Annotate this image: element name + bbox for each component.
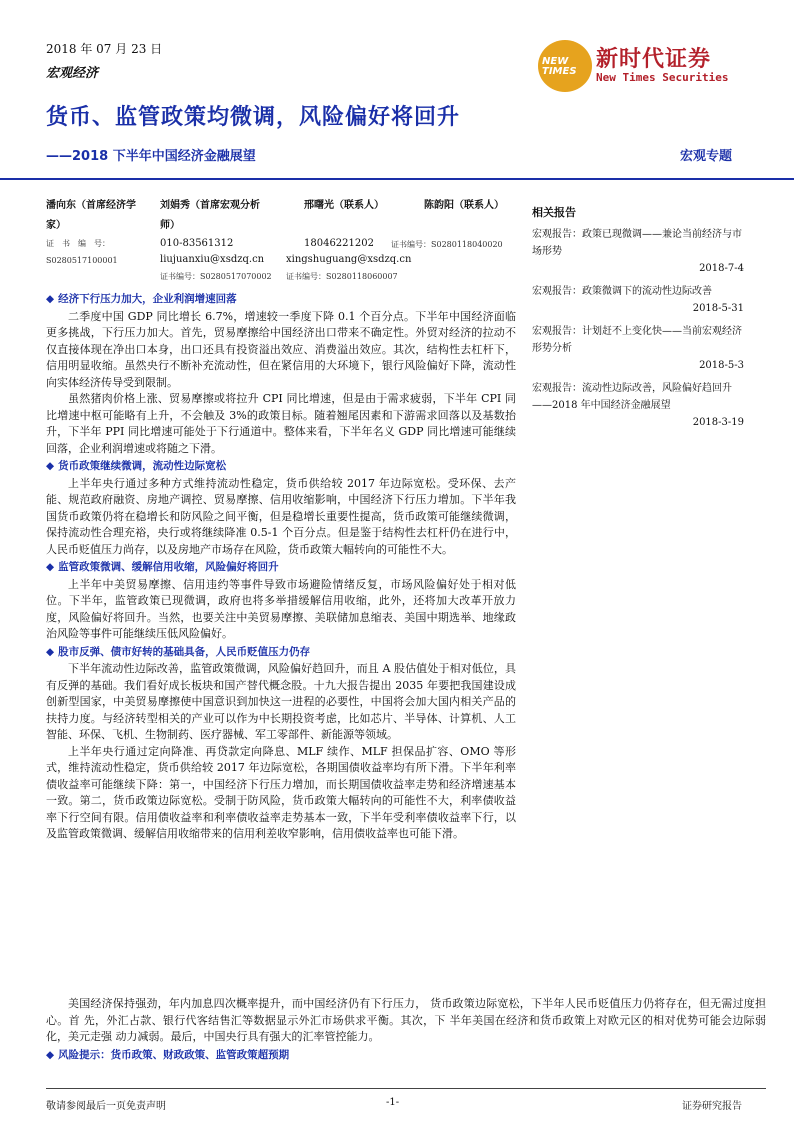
bullet-icon: ◆ (46, 561, 55, 573)
related-date: 2018-5-3 (699, 360, 744, 371)
logo-name-en: New Times Securities (596, 71, 729, 84)
logo-name-cn: 新时代证券 (596, 47, 712, 72)
section-heading: ◆ 经济下行压力加大，企业利润增速回落 (46, 293, 237, 305)
section-heading: ◆ 货币政策继续微调，流动性边际宽松 (46, 460, 227, 472)
related-heading: 相关报告 (532, 206, 576, 219)
bullet-icon: ◆ (46, 293, 55, 305)
section-heading: ◆ 监管政策微调、缓解信用收缩，风险偏好将回升 (46, 561, 279, 573)
page-number: -1- (386, 1097, 400, 1108)
body-paragraph: 下半年流动性边际改善，监管政策微调，风险偏好趋回升，而且 A 股估值处于相对低位，具有反弹的基础。我们看好成长板块和国产替代概念股。十九大报告提出 2035 年要把我国建设成创新型国家，中美贸易摩擦使中国意识到加快这一进程的必要性，中国将会加大国内相关产品的扶持力度。与经济转型相关的产业可以作为中长期投资考虑，比如芯片、半导体、计算机、人工智能、环保、飞机、生物制药、医疗器械、军工零部件、新能源等领域。 (46, 662, 516, 741)
cert-number: 证书编号：S0280118060007 (286, 272, 398, 281)
footer-label: 证券研究报告 (682, 1101, 742, 1112)
footer-disclaimer[interactable]: 敬请参阅最后一页免责声明 (46, 1101, 166, 1112)
related-date: 2018-7-4 (699, 263, 744, 274)
body-paragraph: 二季度中国 GDP 同比增长 6.7%，增速较一季度下降 0.1 个百分点。下半年中国经济面临更多挑战，下行压力加大。首先，贸易摩擦给中国经济出口带来不确定性。外贸对经济的拉动不仅直接体现在净出口本身，出口还具有投资溢出效应、消费溢出效应。其次，结构性去杠杆下，信用明显收缩。虽然央行不断补充流动性，但在紧信用的大环境下，银行风险偏好下降，流动性向实体经济传导受到限制。 (46, 309, 516, 389)
company-logo (538, 40, 758, 92)
bullet-icon: ◆ (46, 645, 55, 658)
cert-number: 证书编号：S0280517070002 (160, 272, 272, 281)
body-paragraph: 上半年央行通过定向降准、再贷款定向降息、MLF 续作、MLF 担保品扩容、OMO 等形式，维持流动性稳定，货币供给较 2017 年边际宽松，各期国债收益率均有所下滑。下半年利率债收益率可能继续下降：第一，中国经济下行压力增加，而长期国债收益率走势和经济增速基本一致。第二，货币政策边际宽松。受制于防风险，货币政策大幅转向的可能性不大，利率债收益率下行空间有限。信用债收益率和利率债收益率走势基本一致，下半年受利率债收益率下行，以及监管政策微调、缓解信用收缩带来的信用利差收窄影响，信用债收益率也可能下滑。 (46, 744, 516, 840)
page-subtitle: ——2018 下半年中国经济金融展望 (46, 149, 256, 164)
cert-number: 证书编号：S0280118040020 (391, 240, 503, 249)
body-paragraph: 虽然猪肉价格上涨、贸易摩擦或将拉升 CPI 同比增速，但是由于需求疲弱，下半年 CPI 同比增速中枢可能略有上升，不会触及 3%的政策目标。随着翘尾因素和下游需求回落以及基数抬升，下半年 PPI 同比增速可能处于下行通道中。整体来看，下半年名义 GDP 同比增速可能继续回落，企业利润增速或将随之下滑。 (46, 392, 516, 455)
section-heading: ◆ 股市反弹、债市好转的基础具备，人民币贬值压力仍存 (46, 645, 311, 658)
header-divider (0, 178, 794, 180)
report-date: 2018 年 07 月 23 日 (46, 42, 163, 56)
related-item[interactable]: 宏观报告：政策已现微调——兼论当前经济与市场形势 (532, 229, 742, 257)
logo-globe-icon: NEW TIMES (538, 40, 592, 92)
author: 陈韵阳（联系人） (424, 200, 504, 211)
risk-warning: ◆ 风险提示：货币政策、财政政策、监管政策超预期 (46, 1048, 290, 1061)
phone: 010-83561312 (160, 238, 234, 249)
author: 潘向东（首席经济学 家） (46, 200, 136, 231)
related-reports (532, 204, 744, 437)
bullet-icon: ◆ (46, 460, 55, 472)
author: 邢曙光（联系人） (304, 200, 384, 211)
related-date: 2018-5-31 (692, 303, 744, 314)
body-paragraph: 上半年中美贸易摩擦、信用违约等事件导致市场避险情绪反复，市场风险偏好处于相对低位。下半年，监管政策已现微调，政府也将多举措缓解信用收缩，此外，还将加大改革开放力度，风险偏好将回升。当然，也要关注中美贸易摩擦、美联储加息缩表、美国中期选举、地缘政治风险等事件可能继续压低风险偏好。 (46, 577, 516, 640)
author: 刘娟秀（首席宏观分析 师） (160, 200, 260, 231)
email: xingshuguang@xsdzq.cn (286, 254, 412, 265)
main-body (46, 290, 516, 843)
related-item[interactable]: 宏观报告：流动性边际改善，风险偏好趋回升——2018 年中国经济金融展望 (532, 383, 732, 411)
email: liujuanxiu@xsdzq.cn (160, 254, 265, 265)
report-category: 宏观经济 (46, 66, 99, 81)
cert-number: S0280517100001 (46, 256, 118, 265)
body-paragraph: 美国经济保持强劲，年内加息四次概率提升，而中国经济仍有下行压力， 货币政策边际宽松，下半年人民币贬值压力仍将存在，但无需过度担心。首 先，外汇占款、银行代客结售汇等数据显示外汇市场供求平衡。其次，下 半年美国在经济和货币政策上对欧元区的相对优势可能会边际弱化，美元走强 动力减弱。最后，中国央行具有强大的汇率管控能力。 (46, 997, 766, 1043)
phone: 18046221202 (304, 238, 374, 249)
wide-body (46, 996, 766, 1064)
related-item[interactable]: 宏观报告：政策微调下的流动性边际改善 (532, 286, 712, 297)
body-paragraph: 上半年央行通过多种方式维持流动性稳定，货币供给较 2017 年边际宽松。受环保、去产能、规范政府融资、房地产调控、贸易摩擦、信用收缩影响，中国经济下行压力增加。下半年我国货币政策仍将在稳增长和防风险之间平衡，但是稳增长重要性提高，货币政策可能继续微调，保持流动性合理充裕，央行或将继续降准 0.5-1 个百分点。但是鉴于结构性去杠杆仍在进行中，人民币贬值压力尚存，以及房地产市场存在风险，货币政策大幅转向的可能性不大。 (46, 476, 516, 556)
related-item[interactable]: 宏观报告：计划赶不上变化快——当前宏观经济形势分析 (532, 326, 742, 354)
bullet-icon: ◆ (46, 1048, 55, 1061)
related-date: 2018-3-19 (692, 417, 744, 428)
cert-label: 证 书 编 号： (46, 239, 110, 248)
page-title: 货币、监管政策均微调，风险偏好将回升 (46, 105, 461, 130)
footer-divider (46, 1088, 766, 1089)
report-type: 宏观专题 (680, 149, 733, 164)
